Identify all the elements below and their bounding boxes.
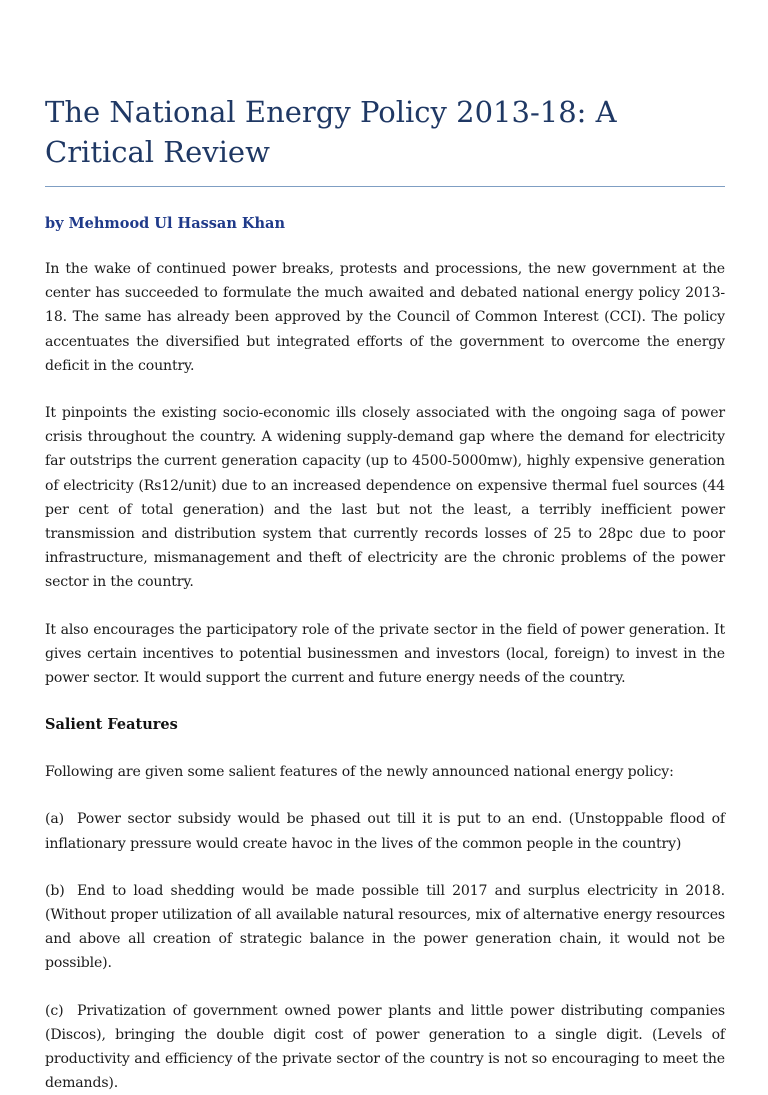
document-page bbox=[45, 0, 725, 1095]
document-title: The National Energy Policy 2013-18: A Critical Review bbox=[45, 95, 617, 169]
title-divider bbox=[45, 186, 725, 187]
feature-item bbox=[45, 807, 725, 855]
author-byline: by Mehmood Ul Hassan Khan bbox=[45, 215, 285, 232]
feature-item bbox=[45, 879, 725, 976]
feature-item-text: Power sector subsidy would be phased out till it is put to an end. (Unstoppable flood of inflationary pressure would create havoc in the lives of the common people in the country) bbox=[45, 811, 725, 852]
paragraph-2: It pinpoints the existing socio-economic ills closely associated with the ongoing saga of power crisis throughout the country. A widening supply-demand gap where the demand for electricity far outstrips the current generation capacity (up to 4500-5000mw), highly expensive generation of electricity (Rs12/unit) due to an increased dependence on expensive thermal fuel sources (44 per cent of total generation) and the last but not the least, a terribly inefficient power transmission and distribution system that currently records losses of 25 to 28pc due to poor infrastructure, mismanagement and theft of electricity are the chronic problems of the power sector in the country. bbox=[45, 405, 725, 591]
features-intro: Following are given some salient features of the newly announced national energy policy: bbox=[45, 764, 674, 781]
feature-item-label: (c) bbox=[45, 1002, 64, 1019]
feature-item-text: Privatization of government owned power plants and little power distributing companies (Discos), bringing the double digit cost of power generation to a single digit. (Levels of productivity and efficiency of the private sector of the country is not so encouraging to meet the demands). bbox=[45, 1002, 725, 1092]
paragraph-1: In the wake of continued power breaks, protests and processions, the new government at the center has succeeded to formulate the much awaited and debated national energy policy 2013-18. The same has already been approved by the Council of Common Interest (CCI). The policy accentuates the diversified but integrated efforts of the government to overcome the energy deficit in the country. bbox=[45, 261, 725, 374]
feature-item-label: (a) bbox=[45, 811, 64, 828]
feature-item-text: End to load shedding would be made possible till 2017 and surplus electricity in 2018. (Without proper utilization of all available natural resources, mix of alternative energy resources and above all creation of strategic balance in the power generation chain, it would not be possible). bbox=[45, 882, 725, 972]
section-heading: Salient Features bbox=[45, 716, 178, 734]
feature-item bbox=[45, 999, 725, 1095]
feature-item-label: (b) bbox=[45, 882, 65, 899]
paragraph-3: It also encourages the participatory role of the private sector in the field of power generation. It gives certain incentives to potential businessmen and investors (local, foreign) to invest in the power sector. It would support the current and future energy needs of the country. bbox=[45, 621, 725, 687]
